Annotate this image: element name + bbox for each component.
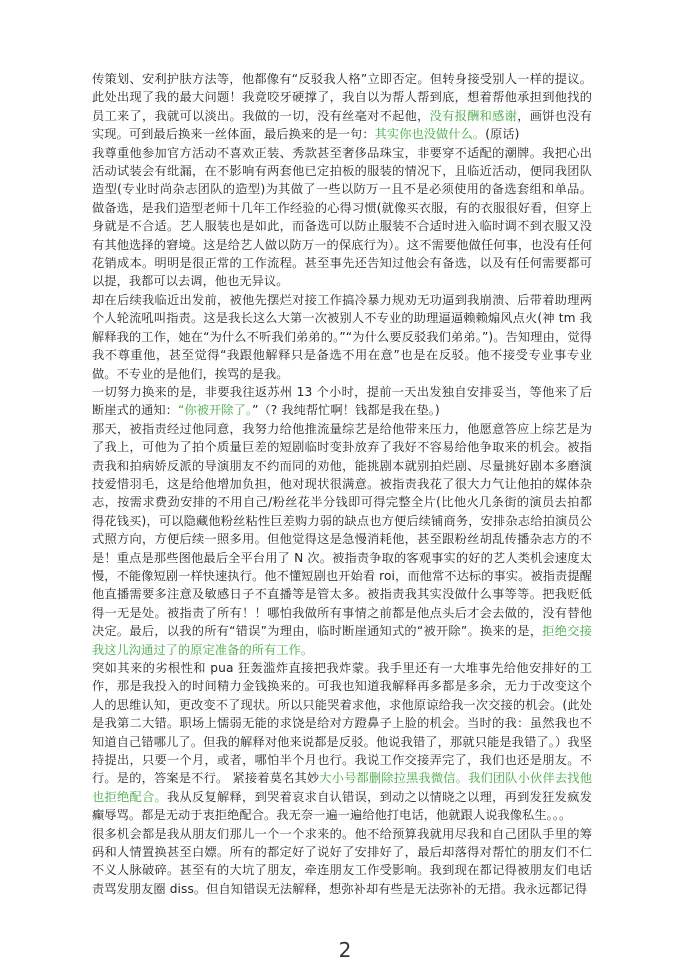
paragraph	[92, 291, 592, 383]
text-segment: ，画饼也没有实现。可到最后换来一丝体面，最后换来的是一句：	[92, 108, 593, 142]
text-segment: 突如其来的劣根性和 pua 狂轰滥炸直接把我炸蒙。我手里还有一大堆事先给他安排好的工作，那是我投入的时间精力金钱换来的。可我也知道我解释再多都是多余，无力于改变这个人的思维认知，更改变不了现状。所以只能哭着求他，求他原谅给我一次交接的机会。(此处是我第二大错。职场上懦弱无能的求饶是给对方蹬鼻子上脸的机会。当时的我：虽然我也不知道自己错哪儿了。但我的解释对他来说都是反驳。他说我错了，那就只能是我错了。）我坚持提出，只要一个月，或者，哪怕半个月也行。我说工作交接弄完了，我们也还是朋友。不行。是的，答案是不行。 紧接着莫名其妙	[92, 661, 592, 786]
paragraph	[92, 420, 592, 659]
text-segment: 传策划、安利护肤方法等，他都像有“反驳我人格”立即否定。但转身接受别人一样的提议。此处出现了我的最大问题！我竟咬牙硬撑了，我自以为帮人帮到底，想着帮他承担到他找的员工来了，我就可以淡出。我做的一切，没有丝毫对不起他，	[92, 72, 592, 123]
highlighted-text: 大小号都删除拉黑我微信。我们团队小伙伴去找他也拒绝配合。	[92, 771, 592, 804]
paragraph	[92, 144, 592, 291]
paragraph	[92, 383, 592, 420]
text-segment: 我从反复解释，到哭着哀求自认错误，到动之以情晓之以理，再到发狂发疯发癫辱骂。都是无动于衷拒绝配合。我无奈一遍一遍给他打电话，他就跟人说我像私生。。。	[92, 789, 592, 823]
body-text	[92, 70, 592, 898]
highlighted-text: 没有报酬和感谢	[429, 108, 518, 123]
paragraph	[92, 659, 592, 825]
text-segment: 很多机会都是我从朋友们那儿一个一个求来的。他不给预算我就用尽我和自己团队手里的筹码和人情置换甚至白嫖。所有的都定好了说好了安排好了，最后却落得对帮忙的朋友们不仁不义人脉破碎。甚至有的大坑了朋友，牵连朋友工作受影响。我到现在都记得被朋友们电话责骂发朋友圈 diss。但自知错误无法解释，想弥补却有些是无法弥补的无措。我永远都记得	[92, 826, 592, 896]
paragraph	[92, 825, 592, 899]
page-number: 2	[338, 938, 352, 962]
text-segment: ”（? 我纯帮忙啊！钱都是我在垫。)	[252, 403, 440, 418]
highlighted-text: “你被开除了。	[178, 403, 253, 418]
paragraph	[92, 70, 592, 144]
highlighted-text: 拒绝交接我这儿沟通过了的原定准备的所有工作。	[92, 624, 592, 657]
text-segment: 一切努力换来的是，非要我往返苏州 13 个小时，提前一天出发独自安排妥当，等他来了后断崖式的通知：	[92, 384, 592, 418]
text-segment: 我尊重他参加官方活动不喜欢正装、秀款甚至奢侈品珠宝，非要穿不适配的潮牌。我把心出活动试装会有纰漏，在不影响有两套他已定拍板的服装的情况下，且临近活动，便同我团队造型(专业时尚杂志团队的造型)为其做了一些以防万一且不是必须使用的备选套组和单品。做备选，是我们造型老师十几年工作经验的心得习惯(就像买衣服，有的衣服很好看，但穿上身就是不合适。艺人服装也是如此，而备选可以防止服装不合适时进入临时调不到衣服又没有其他选择的窘境。这是给艺人做以防万一的保底行为）。这不需要他做任何事，也没有任何花销成本。明明是很正常的工作流程。甚至事先还告知过他会有备选，以及有任何需要都可以提，我都可以去调，他也无异议。	[92, 145, 592, 289]
text-segment: (原话)	[485, 127, 520, 142]
text-segment: 却在后续我临近出发前，被他先摆烂对接工作搞冷暴力规劝无功逼到我崩溃、后带着助理两个人轮流吼叫指责。这是我长这么大第一次被别人不专业的助理逼逼赖赖煽风点火(神 tm 我解释我的工作，她在“为什么不听我们弟弟的。”“为什么要反驳我们弟弟。”)。告知理由，觉得我不尊重他，甚至觉得“我跟他解释只是备选不用在意”也是在反驳。他不接受专业事专业做。不专业的是他们，挨骂的是我。	[92, 292, 592, 381]
highlighted-text: 其实你也没做什么。	[374, 127, 486, 142]
text-segment: 那天，被指责经过他同意，我努力给他推流量综艺是给他带来压力，他愿意答应上综艺是为了我上，可他为了拍个质量巨差的短剧临时变卦放弃了我好不容易给他争取来的机会。被指责我和拍病娇反派的导演朋友不约而同的劝他，能挑剧本就别拍烂剧、尽量挑好剧本多磨演技爱惜羽毛，这是给他增加负担，他对现状很满意。被指责我花了很大力气让他拍的媒体杂志，按需求费劲安排的不用自己/粉丝花半分钱即可得完整全片(比他火几条街的演员去拍都得花钱买)，可以隐藏他粉丝粘性巨差购力弱的缺点也方便后续铺商务，安排杂志给拍演员公式照方向，方便后续一照多用。但他觉得这是急慢消耗他，甚至跟粉丝胡乱传播杂志方的不是！重点是那些图他最后全平台用了 N 次。被指责争取的客观事实的好的艺人类机会速度太慢，不能像短剧一样快速执行。他不懂短剧也开始看 roi，而他常不达标的事实。被指责提醒他直播需要多注意及敏感日子不直播等是管太多。被指责我其实没做什么事等等。把我贬低得一无是处。被指责了所有！！哪怕我做所有事情之前都是他点头后才会去做的，没有替他决定。最后，以我的所有“错误”为理由，临时断崖通知式的“被开除”。换来的是，	[92, 421, 592, 639]
